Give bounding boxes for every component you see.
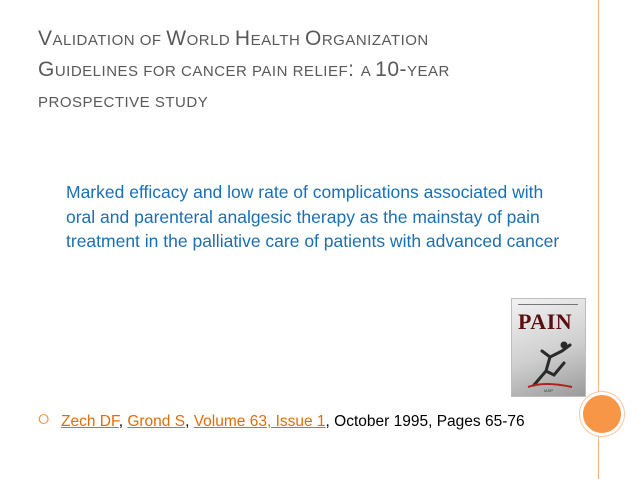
title-part: : bbox=[348, 58, 361, 81]
title-part: PROSPECTIVE STUDY bbox=[38, 94, 209, 111]
title-part: O bbox=[305, 27, 322, 50]
citation-separator: , bbox=[185, 413, 194, 430]
journal-cover-image bbox=[511, 298, 586, 397]
title-part: YEAR bbox=[407, 63, 450, 80]
title-line-2 bbox=[38, 55, 593, 86]
running-figure-icon bbox=[524, 337, 576, 389]
title-line-1 bbox=[38, 24, 593, 55]
citation-details: , October 1995, Pages 65-76 bbox=[325, 413, 525, 430]
title-part: H bbox=[234, 27, 251, 50]
author-link-zech[interactable]: Zech DF bbox=[61, 413, 119, 430]
title-part: UIDELINES FOR CANCER PAIN RELIEF bbox=[54, 63, 349, 80]
title-part: ALIDATION OF bbox=[52, 32, 167, 49]
citation bbox=[61, 410, 561, 433]
cover-footer: IASP bbox=[543, 388, 554, 393]
title-part: EALTH bbox=[250, 32, 305, 49]
title-part: RGANIZATION bbox=[321, 32, 429, 49]
citation-separator: , bbox=[118, 413, 128, 430]
title-part: ORLD bbox=[186, 32, 235, 49]
slide-title bbox=[38, 24, 593, 117]
title-part: G bbox=[38, 58, 55, 81]
title-part: V bbox=[38, 27, 53, 50]
decorative-circle bbox=[580, 392, 624, 436]
title-line-3 bbox=[38, 86, 593, 117]
bullet-icon: ⭘ bbox=[38, 411, 50, 427]
study-summary: Marked efficacy and low rate of complications associated with oral and parenteral analgesic therapy as the mainstay of pain treatment in the palliative care of patients with advanced cancer bbox=[66, 182, 560, 251]
title-part: 10- bbox=[375, 58, 408, 81]
volume-link[interactable]: Volume 63, Issue 1 bbox=[193, 413, 326, 430]
cover-rule bbox=[518, 304, 578, 305]
title-part: W bbox=[166, 27, 187, 50]
author-link-grond[interactable]: Grond S bbox=[127, 413, 186, 430]
journal-logo: PAIN bbox=[518, 309, 573, 334]
title-part: A bbox=[360, 63, 376, 80]
